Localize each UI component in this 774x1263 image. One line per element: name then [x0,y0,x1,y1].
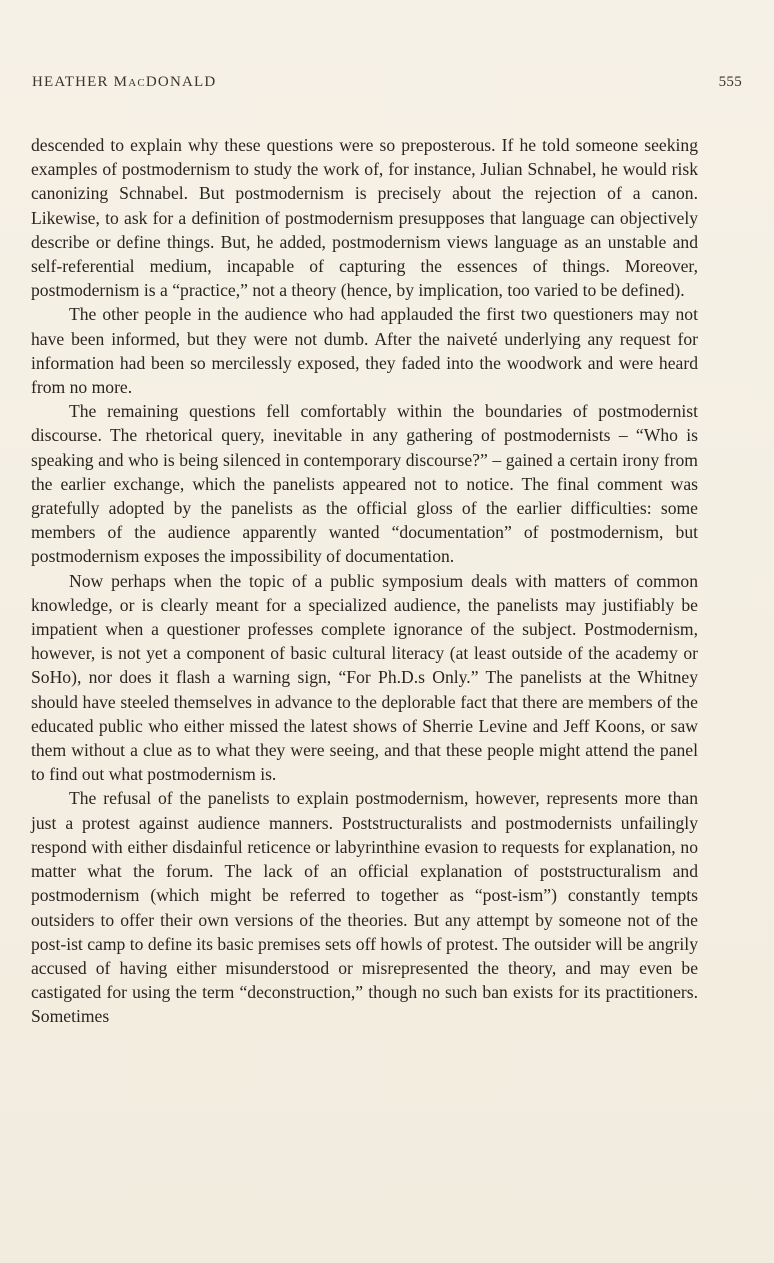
body-text [31,133,698,1029]
running-head-author: HEATHER MacDONALD [32,74,217,90]
paragraph: Now perhaps when the topic of a public symposium deals with matters of common knowledge, or is clearly meant for a specialized audience, the panelists may justifiably be impatient when a questioner professes complete ignorance of the subject. Postmodernism, however, is not yet a component of basic cultural literacy (at least outside of the academy or SoHo), nor does it flash a warning sign, “For Ph.D.s Only.” The panelists at the Whitney should have steeled themselves in advance to the deplorable fact that there are members of the educated public who either missed the latest shows of Sherrie Levine and Jeff Koons, or saw them without a clue as to what they were seeing, and that these people might attend the panel to find out what postmodernism is. [31,570,698,785]
paragraph-continued: descended to explain why these questions were so preposterous. If he told someone seeking examples of postmodernism to study the work of, for instance, Julian Schnabel, he would risk canonizing Schnabel. But postmodernism is precisely about the rejection of a canon. Likewise, to ask for a definition of postmodernism presupposes that language can objectively describe or define things. But, he added, postmodernism views language as an unstable and self-referential medium, incapable of capturing the essences of things. Moreover, postmodernism is a “practice,” not a theory (hence, by implication, too varied to be defined). [31,135,698,301]
paragraph: The refusal of the panelists to explain postmodernism, however, represents more than just a protest against audience manners. Poststructuralists and postmodernists unfailingly respond with either disdainful reticence or labyrinthine evasion to requests for explanation, no matter what the forum. The lack of an official explanation of poststructuralism and postmodernism (which might be referred to together as “post-ism”) constantly tempts outsiders to offer their own versions of the theories. But any attempt by someone not of the post-ist camp to define its basic premises sets off howls of protest. The outsider will be angrily accused of having either misunderstood or misrepresented the theory, and may even be castigated for using the term “deconstruction,” though no such ban exists for its practitioners. Sometimes [31,788,698,1027]
paragraph: The other people in the audience who had applauded the first two questioners may not have been informed, but they were not dumb. After the naiveté underlying any request for information had been so mercilessly exposed, they faded into the woodwork and were heard from no more. [31,304,698,398]
page-number: 555 [718,74,742,90]
running-head [32,74,742,94]
paragraph: The remaining questions fell comfortably within the boundaries of postmodernist discourse. The rhetorical query, inevitable in any gathering of postmodernists – “Who is speaking and who is being silenced in contemporary discourse?” – gained a certain irony from the earlier exchange, which the panelists appeared not to notice. The final comment was gratefully adopted by the panelists as the official gloss of the earlier difficulties: some members of the audience apparently wanted “documentation” of postmodernism, but postmodernism exposes the impossibility of documentation. [31,401,698,567]
